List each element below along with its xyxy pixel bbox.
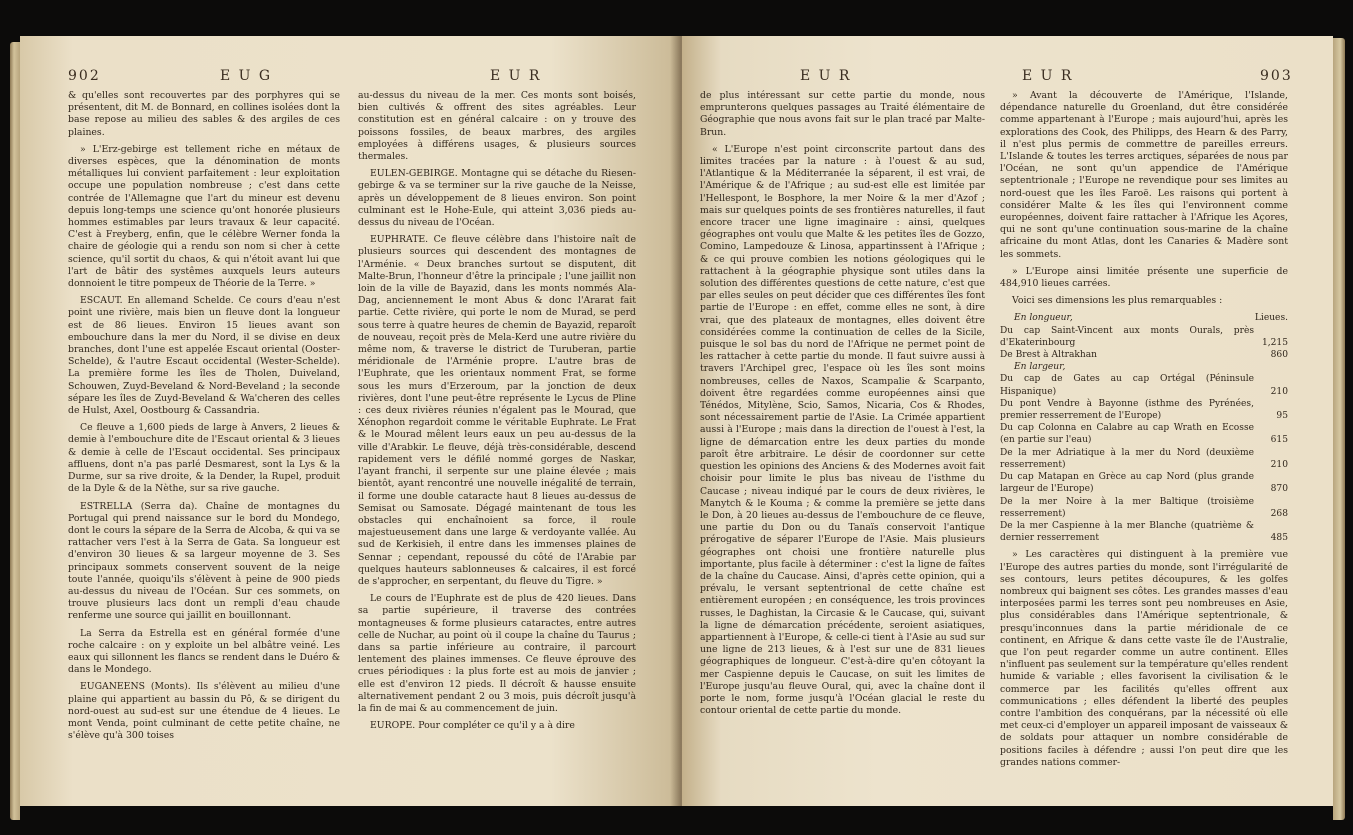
left-running-head-2: E U R [490, 68, 542, 84]
table-row [1000, 447, 1288, 471]
table-row [1000, 373, 1288, 397]
right-page [682, 36, 1333, 806]
left-column-2 [358, 90, 636, 737]
left-page-number: 902 [68, 68, 101, 84]
entry-eulen-gebirge: EULEN-GEBIRGE. Montagne qui se détache du Riesen-gebirge & va se terminer sur la rive gauche de la Neisse, après un développement de 8 lieues environ. Son point culminant est le Hohe-Eule, qui atteint 3,036 pieds au-dessus du niveau de l'Océan. [358, 168, 636, 229]
right-running-head-2: E U R [1022, 68, 1074, 84]
left-column-1 [68, 90, 340, 747]
entry-euganeens: EUGANEENS (Monts). Ils s'élèvent au milieu d'une plaine qui appartient au bassin du Pô, & se dirigent du nord-ouest au sud-est sur une étendue de 4 lieues. Le mont Venda, point culminant de cette petite chaîne, ne s'élève qu'à 300 toises [68, 681, 340, 742]
right-running-head-1: E U R [800, 68, 852, 84]
table-row [1000, 496, 1288, 520]
left-running-head-1: E U G [220, 68, 273, 84]
dim-label: Du pont Vendre à Bayonne (isthme des Pyrénées, premier resserrement de l'Europe) [1000, 398, 1254, 422]
dim-label: De la mer Caspienne à la mer Blanche (quatrième & dernier resserrement [1000, 520, 1254, 544]
entry-europe: EUROPE. Pour compléter ce qu'il y a à dire [370, 720, 575, 732]
entry-euphrate: EUPHRATE. Ce fleuve célèbre dans l'histoire naît de plusieurs sources qui descendent des montagnes de l'Arménie. « Deux branches surtout se disputent, dit Malte-Brun, l'honneur d'être la principale ; l'une jaillit non loin de la ville de Bayazid, dans les monts nommés Ala-Dag, anciennement le mont Abus & donc l'Ararat fait partie. Cette rivière, qui porte le nom de Murad, se perd sous terre à quatre heures de chemin de Bayazid, reparoît de nouveau, reçoit près de Mela-Kerd une autre rivière du même nom, & traverse le district de Turuberan, partie méridionale de l'Arménie propre. L'autre bras de l'Euphrate, que les orientaux nomment Frat, se forme sous les murs d'Erzeroum, par la jonction de deux rivières, dont l'une peut-être représente le Lycus de Pline : ces deux rivières réunies n'égalent pas le Mourad, que Xénophon regardoit comme le véritable Euphrate. Le Frat & le Mourad mêlent leurs eaux un peu au-dessus de la ville d'Arabkir. Le fleuve, déjà très-considérable, descend rapidement vers le défilé nommé gorges de Naskar, l'ayant franchi, il serpente sur une plaine élevée ; mais bientôt, ayant rencontré une nouvelle inégalité de terrain, il forme une double cataracte haut 8 lieues au-dessus de Semisat ou Samosate. Dégagé maintenant de tous les obstacles qui enchaînoient sa force, il roule majestueusement dans une large & verdoyante vallée. Au sud de Kerkisieh, il entre dans les immenses plaines de Sennar ; cependant, repoussé du côté de l'Arabie par quelques hauteurs sablonneuses & calcaires, il est forcé de s'approcher, en serpentant, du fleuve du Tigre. » [358, 234, 636, 587]
right-page-number: 903 [1260, 68, 1293, 84]
dim-value: 1,215 [1261, 337, 1288, 348]
dim-value: 210 [1270, 386, 1288, 397]
dim-label: De la mer Adriatique à la mer du Nord (deuxième resserrement) [1000, 447, 1254, 470]
dimensions-table-length [1000, 312, 1288, 544]
dim-value: 95 [1276, 411, 1288, 422]
table-row [1000, 349, 1288, 361]
right-column-1 [700, 90, 985, 722]
paragraph: Le cours de l'Euphrate est de plus de 420 lieues. Dans sa partie supérieure, il traverse des contrées montagneuses & forme plusieurs cataractes, entre autres celle de Nuchar, au point où il coupe la chaîne du Taurus ; dans sa partie inférieure au contraire, il parcourt lentement des plaines immenses. Ce fleuve éprouve des crues périodiques : la plus forte est au mois de janvier ; elle est d'environ 12 pieds. Il décroît & hausse ensuite alternativement pendant 2 ou 3 mois, puis décroît jusqu'à la fin de mai & au commencement de juin. [358, 593, 636, 714]
entry-estrella: ESTRELLA (Serra da). Chaîne de montagnes du Portugal qui prend naissance sur le bord du Mondego, dont le cours la sépare de la Serra de Alcoba, & qui va se rattacher vers l'est à la Serra de Gata. Sa longueur est d'environ 30 lieues & sa largeur moyenne de 3. Ses principaux sommets conservent souvent de la neige toute l'année, quoiqu'ils s'élèvent à peine de 900 pieds au-dessus du niveau de l'Océan. Sur ces sommets, on trouve plusieurs lacs dont un rempli d'eau chaude renferme une source qui jaillit en bouillonnant. [68, 500, 340, 622]
left-page [20, 36, 682, 806]
paragraph: « L'Europe n'est point circonscrite partout dans des limites tracées par la nature : à l'ouest & au sud, l'Atlantique & la Méditerranée la séparent, il est vrai, de l'Amérique & de l'Afrique ; au sud-est elle est limitée par l'Hellespont, le Bosphore, la mer Noire & la mer d'Azof ; mais sur quelques points de ses frontières naturelles, il faut encore tracer une ligne imaginaire : ainsi, quelques géographes ont voulu que Malte & les petites îles de Gozzo, Comino, Lampedouze & Linosa, appartinssent à l'Afrique ; & ce qui prouve combien les notions géologiques qui le rattachent à la géographie physique sont utiles dans la solution des différentes questions de cette nature, c'est que par elles seules on peut décider que ces différentes îles font partie de l'Europe : en effet, comme elles ne sont, à dire vrai, que des plateaux de montagnes, elles doivent être considérées comme la continuation de celles de la Sicile, puisque le sol bas du nord de l'Afrique ne permet point de les rattacher à cette partie du monde. Il faut suivre aussi à travers l'Archipel grec, l'espace où les îles sont moins nombreuses, celles de Naxos, Scampalie & Scarpanto, doivent être regardées comme européennes ainsi que Ténédos, Mitylène, Scio, Samos, Nicaria, Cos & Rhodes, sont nécessairement partie de l'Asie. La Crimée appartient aussi à l'Europe ; mais dans la direction de l'ouest à l'est, la ligne de démarcation entre les deux parties du monde paroît être arbitraire. Le désir de coordonner sur cette question les opinions des Anciens & des Modernes avoit fait choisir pour limite le plus bas niveau de l'isthme du Caucase ; niveau indiqué par le cours de deux rivières, le Manytch & le Kouma ; & comme la première se jette dans le Don, à 20 lieues au-dessus de l'embouchure de ce fleuve, une partie du Don ou du Tanaïs conservoit l'antique prérogative de séparer l'Europe de l'Asie. Mais plusieurs géographes ont choisi une frontière naturelle plus importante, plus facile à déterminer : c'est la ligne de faîtes de la chaîne du Caucase. Ainsi, d'après cette opinion, qui a prévalu, le versant septentrional de cette chaîne est entièrement européen ; en conséquence, les trois provinces russes, le Daghistan, la Circasie & le Caucase, qui, suivant la ligne de démarcation précédente, seroient asiatiques, appartiennent à l'Europe, & celle-ci tient à l'Asie au sud sur une ligne de 213 lieues, & à l'est sur une de 831 lieues géographiques de longueur. C'est-à-dire qu'en côtoyant la mer Caspienne depuis le Caucase, on suit les limites de l'Europe jusqu'au fleuve Oural, qui, avec la chaîne dont il porte le nom, forme jusqu'à l'Océan glacial le reste du contour oriental de cette partie du monde. [700, 143, 985, 717]
table-row [1000, 422, 1288, 446]
dim-label: Du cap de Gates au cap Ortégal (Péninsule Hispanique) [1000, 374, 1254, 397]
dim-value: 210 [1270, 459, 1288, 470]
table-row [1000, 398, 1288, 422]
table-row [1000, 325, 1288, 349]
table-row [1000, 520, 1288, 544]
paragraph: » L'Europe ainsi limitée présente une superficie de 484,910 lieues carrées. [1000, 265, 1288, 290]
paragraph: Ce fleuve a 1,600 pieds de large à Anvers, 2 lieues & demie à l'embouchure dite de l'Escaut oriental & 3 lieues & demie à celle de l'Escaut occidental. Ses principaux affluens, dont n'a pas parlé Desmarest, sont la Lys & la Durme, sur sa rive droite, & la Dender, la Rupel, produit de la Dyle & de la Nèthe, sur sa rive gauche. [68, 422, 340, 495]
paragraph: & qu'elles sont recouvertes par des porphyres qui se présentent, dit M. de Bonnard, en collines isolées dont la base repose au milieu des sables & des argiles de ces plaines. [68, 90, 340, 138]
page-edges-left [10, 42, 20, 820]
paragraph: » Les caractères qui distinguent à la première vue l'Europe des autres parties du monde, sont l'irrégularité de ses contours, leurs petites découpures, & les golfes nombreux qui baignent ses côtes. Les grandes masses d'eau interposées parmi les terres sont peu nombreuses en Asie, plus considérables dans l'Amérique septentrionale, & presqu'inconnues dans la partie méridionale de ce continent, en Afrique & dans cette vaste île de l'Australie, que l'on peut regarder comme un autre continent. Elles n'influent pas seulement sur la température qu'elles rendent humide & variable ; elles favorisent la civilisation & le commerce par les facilités qu'elles offrent aux communications ; elles défendent la liberté des peuples contre l'ambition des conquérans, par la nécessité où elle met ceux-ci d'employer un appareil imposant de vaisseaux & de soldats pour attaquer un nombre considérable de positions faciles à défendre ; aussi l'on peut dire que les grandes nations commer- [1000, 549, 1288, 768]
dims-unit: Lieues. [1254, 313, 1288, 324]
entry-escaut: ESCAUT. En allemand Schelde. Ce cours d'eau n'est point une rivière, mais bien un fleuve dont la longueur est de 86 lieues. Environ 15 lieues avant son embouchure dans la mer du Nord, il se divise en deux branches, dont l'une est appelée Escaut oriental (Ooster-Schelde), & l'autre Escaut occidental (Wester-Schelde). La première forme les îles de Tholen, Duiveland, Schouwen, Zuyd-Beveland & Nord-Beveland ; la seconde sépare les îles de Zuyd-Beveland & Wa'cheren des celles de Hulst, Axel, Oostbourg & Cassandria. [68, 295, 340, 417]
paragraph: Voici ses dimensions les plus remarquables : [1012, 295, 1223, 307]
paragraph: La Serra da Estrella est en général formée d'une roche calcaire : on y exploite un bel albâtre veiné. Les eaux qui sillonnent les flancs se rendent dans le Duéro & dans le Mondego. [68, 627, 340, 676]
dims-heading-width: En largeur, [1014, 362, 1066, 373]
paragraph: » Avant la découverte de l'Amérique, l'Islande, dépendance naturelle du Groenland, dut être considérée comme appartenant à l'Europe ; mais aujourd'hui, après les explorations des Cook, des Philipps, des Hearn & des Parry, il n'est plus permis de commettre de pareilles erreurs. L'Islande & toutes les terres arctiques, séparées de nous par l'Océan, ne sont qu'un appendice de l'Amérique septentrionale ; l'Europe ne revendique pour ses limites au nord-ouest que les îles Faroë. Les raisons qui portent à considérer Malte & les îles qui l'environnent comme européennes, doivent faire rattacher à l'Afrique les Açores, qui ne sont qu'une continuation sous-marine de la chaîne africaine du mont Atlas, dont les Canaries & Madère sont les sommets. [1000, 90, 1288, 260]
paragraph: de plus intéressant sur cette partie du monde, nous emprunterons quelques passages au Traité élémentaire de Géographie que nous avons fait sur le plan tracé par Malte-Brun. [700, 90, 985, 138]
right-column-2 [1000, 90, 1288, 774]
paragraph: » L'Erz-gebirge est tellement riche en métaux de diverses espèces, que la dénomination de monts métalliques lui convient parfaitement : leur exploitation occupe une population nombreuse ; c'est dans cette contrée de l'Allemagne que l'art du mineur est devenu depuis long-temps une science qu'ont honorée plusieurs hommes estimables par leurs travaux & leur capacité. C'est à Freyberg, enfin, que le célèbre Werner fonda la chaire de géologie qui a rendu son nom si cher à cette science, qu'il sortit du chaos, & qui n'étoit avant lui que l'art de bâtir des systêmes auxquels leurs auteurs donnoient le titre pompeux de Théorie de la Terre. » [68, 143, 340, 290]
table-row [1000, 471, 1288, 495]
paragraph: au-dessus du niveau de la mer. Ces monts sont boisés, bien cultivés & offrent des sites agréables. Leur constitution est en général calcaire : on y trouve des poissons fossiles, de beaux marbres, des argiles employées à différens usages, & plusieurs sources thermales. [358, 90, 636, 163]
dim-value: 860 [1270, 350, 1288, 361]
page-edges-right [1333, 38, 1345, 820]
dims-heading-length: En longueur, [1014, 313, 1073, 324]
dim-value: 870 [1270, 484, 1288, 495]
dim-value: 268 [1270, 508, 1288, 519]
dim-label: Du cap Matapan en Grèce au cap Nord (plus grande largeur de l'Europe) [1000, 472, 1254, 495]
open-book [10, 8, 1345, 828]
dim-label: De la mer Noire à la mer Baltique (troisième resserrement) [1000, 496, 1254, 519]
dim-value: 615 [1270, 435, 1288, 446]
dim-label: Du cap Colonna en Calabre au cap Wrath en Ecosse (en partie sur l'eau) [1000, 423, 1254, 446]
dim-label: Du cap Saint-Vincent aux monts Ourals, près d'Ekaterinbourg [1000, 325, 1254, 348]
dim-value: 485 [1270, 533, 1288, 544]
dim-label: De Brest à Altrakhan [1000, 350, 1098, 361]
